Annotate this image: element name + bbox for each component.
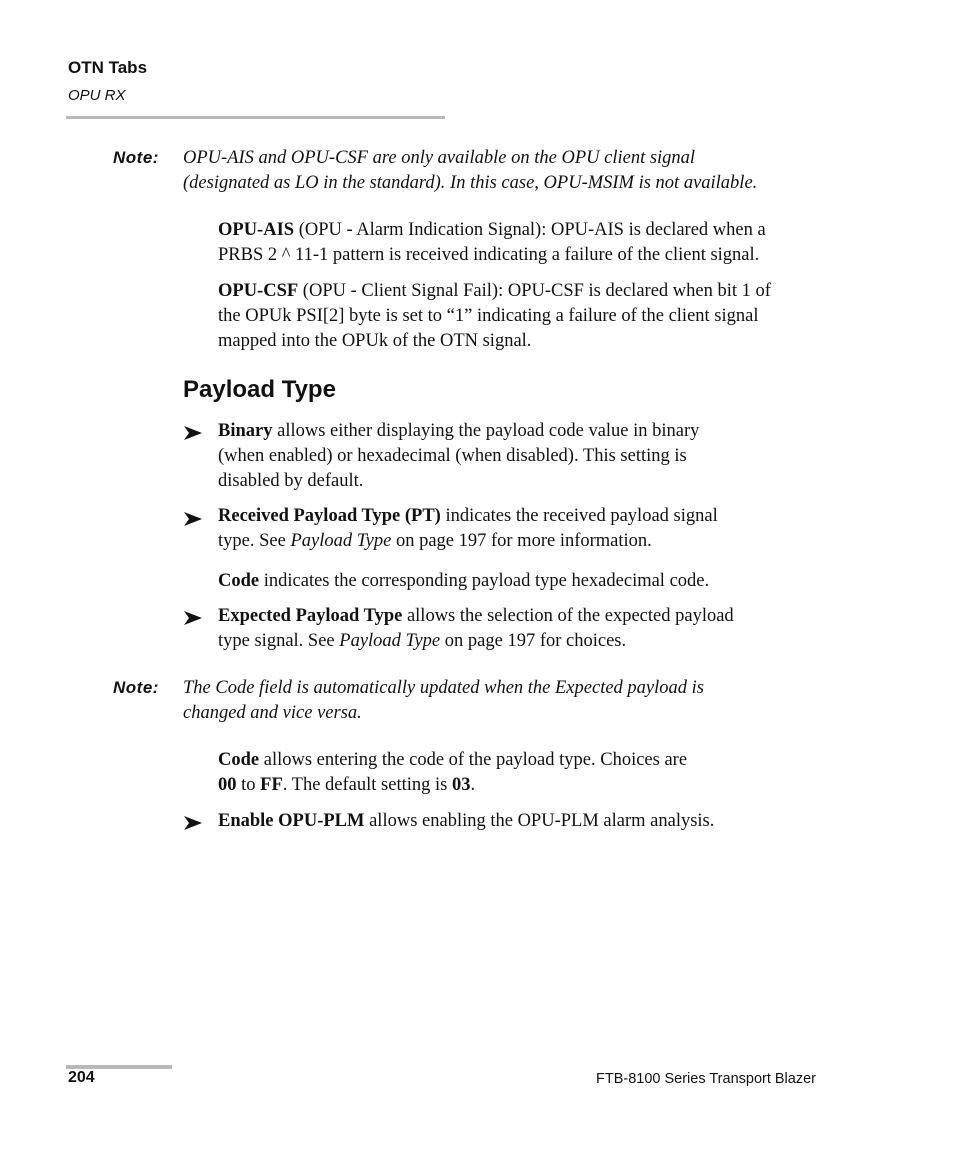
text: indicates the received payload signal <box>440 506 718 526</box>
text: allows either displaying the payload code value in binary <box>272 421 700 441</box>
value: FF <box>260 775 283 795</box>
term: Code <box>218 571 260 591</box>
text: to <box>236 775 261 795</box>
page-number: 204 <box>68 1069 95 1086</box>
note-line: (designated as LO in the standard). In this case, OPU-MSIM is not available. <box>183 173 758 193</box>
value: 00 <box>218 775 237 795</box>
text: mapped into the OPUk of the OTN signal. <box>218 331 532 351</box>
note-text <box>183 676 843 726</box>
note-text <box>183 146 843 196</box>
term: Code <box>218 750 260 770</box>
arrow-bullet-icon <box>184 611 202 625</box>
arrow-bullet-icon <box>184 512 202 526</box>
code-entry-paragraph <box>218 748 823 798</box>
term: Expected Payload Type <box>218 606 403 626</box>
arrow-bullet-icon <box>184 426 202 440</box>
section-heading: Payload Type <box>183 376 336 403</box>
term: Received Payload Type (PT) <box>218 506 441 526</box>
section-subtitle: OPU RX <box>68 87 126 104</box>
text: on page 197 for more information. <box>391 531 652 551</box>
text: . <box>470 775 476 795</box>
text: allows the selection of the expected payload <box>402 606 734 626</box>
term: OPU-CSF <box>218 281 299 301</box>
text: disabled by default. <box>218 471 364 491</box>
text: on page 197 for choices. <box>440 631 627 651</box>
term: Enable OPU-PLM <box>218 811 365 831</box>
text: . The default setting is <box>282 775 452 795</box>
header-divider <box>66 116 445 119</box>
term: Binary <box>218 421 273 441</box>
text: (OPU - Alarm Indication Signal): OPU-AIS is declared when a <box>294 220 766 240</box>
text: (when enabled) or hexadecimal (when disabled). This setting is <box>218 446 687 466</box>
binary-item <box>218 419 823 494</box>
note-label: Note: <box>113 678 159 697</box>
opu-ais-paragraph <box>218 218 823 268</box>
text: allows enabling the OPU-PLM alarm analysis. <box>364 811 715 831</box>
note-line: changed and vice versa. <box>183 703 362 723</box>
opu-csf-paragraph <box>218 279 823 354</box>
chapter-title: OTN Tabs <box>68 58 148 77</box>
payload-type-link[interactable]: Payload Type <box>290 531 392 551</box>
code-paragraph <box>218 569 823 594</box>
product-name: FTB-8100 Series Transport Blazer <box>595 1071 816 1087</box>
note-line: The Code field is automatically updated when the Expected payload is <box>183 678 704 698</box>
arrow-bullet-icon <box>184 816 202 830</box>
text: type. See <box>218 531 291 551</box>
note-line: OPU-AIS and OPU-CSF are only available on the OPU client signal <box>183 148 696 168</box>
text: allows entering the code of the payload type. Choices are <box>259 750 688 770</box>
text: the OPUk PSI[2] byte is set to “1” indicating a failure of the client signal <box>218 306 759 326</box>
text: indicates the corresponding payload type hexadecimal code. <box>259 571 710 591</box>
text: (OPU - Client Signal Fail): OPU-CSF is declared when bit 1 of <box>298 281 771 301</box>
note-label: Note: <box>113 148 159 167</box>
enable-opu-plm-item <box>218 809 823 834</box>
payload-type-link[interactable]: Payload Type <box>339 631 441 651</box>
value: 03 <box>451 775 471 795</box>
term: OPU-AIS <box>218 220 295 240</box>
text: type signal. See <box>218 631 340 651</box>
expected-payload-item <box>218 604 823 654</box>
received-payload-item <box>218 504 823 554</box>
text: PRBS 2 ^ 11-1 pattern is received indicating a failure of the client signal. <box>218 245 760 265</box>
